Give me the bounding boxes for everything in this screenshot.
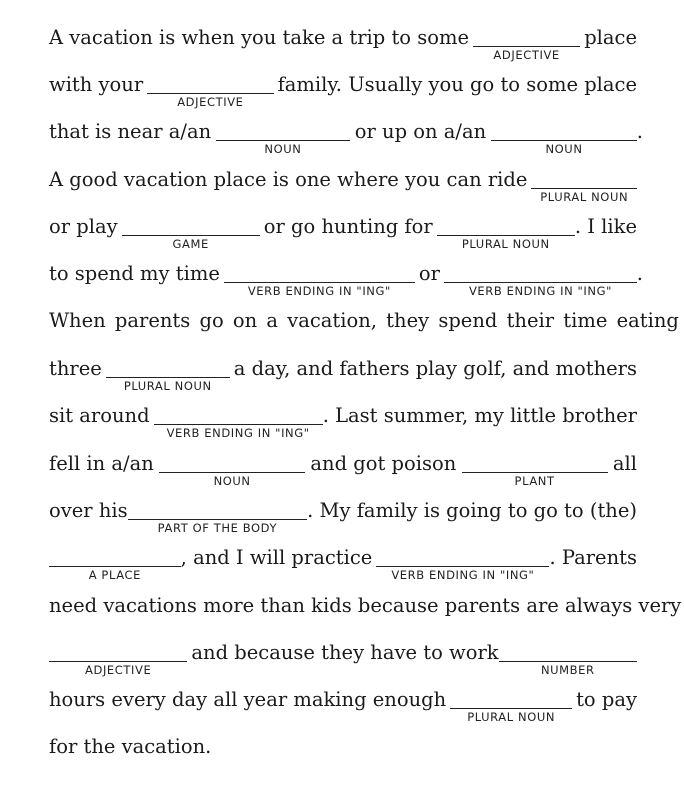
story-text: with your	[49, 73, 144, 96]
blank-plural-noun[interactable]	[531, 168, 637, 204]
story-text: . My family is going to go to (the)	[307, 499, 637, 522]
blank-plural-noun[interactable]	[450, 688, 572, 724]
story-text: over his	[49, 499, 128, 522]
story-line-10	[49, 452, 637, 488]
story-line-13	[49, 594, 682, 618]
story-line-14	[49, 641, 637, 677]
blank-noun[interactable]	[159, 452, 305, 488]
blank-adjective[interactable]	[147, 73, 273, 109]
blank-hint: PLURAL NOUN	[540, 190, 629, 204]
story-line-8	[49, 357, 637, 393]
story-line-4	[49, 168, 637, 204]
story-text: or play	[49, 215, 118, 238]
blank-hint: NOUN	[213, 474, 251, 488]
blank-hint: NOUN	[264, 142, 302, 156]
blank-verb-ing[interactable]	[376, 546, 549, 582]
blank-plural-noun[interactable]	[106, 357, 230, 393]
blank-number[interactable]	[499, 641, 637, 677]
story-line-5	[49, 215, 637, 251]
story-text: or up on a/an	[354, 120, 487, 143]
story-line-3	[49, 120, 643, 156]
story-text: hours every day all year making enough	[49, 688, 447, 711]
story-line-16	[49, 735, 637, 759]
blank-verb-ing[interactable]	[444, 262, 637, 298]
story-text: for the vacation.	[49, 735, 212, 758]
story-text: place	[584, 26, 637, 49]
story-text: or go hunting for	[263, 215, 433, 238]
story-text: to pay	[576, 688, 637, 711]
story-text: sit around	[49, 404, 150, 427]
blank-noun[interactable]	[216, 120, 350, 156]
story-text: need vacations more than kids because parents are always very	[49, 594, 682, 617]
blank-verb-ing[interactable]	[224, 262, 415, 298]
story-line-1	[49, 26, 637, 62]
story-text: and because they have to work	[191, 641, 499, 664]
blank-hint: PLURAL NOUN	[461, 237, 550, 251]
story-text: When parents go on a vacation, they spend their time eating	[49, 309, 679, 332]
blank-hint: PLURAL NOUN	[467, 710, 556, 724]
blank-hint: ADJECTIVE	[493, 48, 560, 62]
blank-hint: ADJECTIVE	[85, 663, 152, 677]
blank-hint: VERB ENDING IN "ING"	[247, 284, 391, 298]
blank-game[interactable]	[122, 215, 260, 251]
blank-hint: A PLACE	[88, 568, 141, 582]
story-text: A good vacation place is one where you can ride	[49, 168, 528, 191]
story-line-15	[49, 688, 637, 724]
story-text: .	[636, 120, 643, 143]
story-text: or	[418, 262, 440, 285]
blank-plural-noun[interactable]	[437, 215, 575, 251]
blank-hint: PLURAL NOUN	[123, 379, 212, 393]
story-text: three	[49, 357, 102, 380]
story-text: .	[636, 262, 643, 285]
story-text: fell in a/an	[49, 452, 154, 475]
story-line-12	[49, 546, 637, 582]
blank-noun[interactable]	[491, 120, 637, 156]
story-line-6	[49, 262, 643, 298]
blank-adjective[interactable]	[473, 26, 580, 62]
blank-hint: GAME	[172, 237, 209, 251]
story-text: a day, and fathers play golf, and mothers	[233, 357, 637, 380]
blank-hint: VERB ENDING IN "ING"	[468, 284, 613, 298]
story-text: . I like	[574, 215, 637, 238]
blank-adjective[interactable]	[49, 641, 187, 677]
story-text: , and I will practice	[180, 546, 373, 569]
story-line-7	[49, 309, 679, 333]
blank-hint: PLANT	[514, 474, 555, 488]
blank-hint: VERB ENDING IN "ING"	[391, 568, 535, 582]
blank-hint: ADJECTIVE	[177, 95, 244, 109]
story-text: all	[612, 452, 637, 475]
blank-hint: NOUN	[545, 142, 583, 156]
blank-plant[interactable]	[462, 452, 608, 488]
story-text: that is near a/an	[49, 120, 212, 143]
blank-hint: PART OF THE BODY	[157, 521, 278, 535]
blank-hint: NUMBER	[540, 663, 595, 677]
story-line-2	[49, 73, 637, 109]
story-text: to spend my time	[49, 262, 220, 285]
story-text: . Last summer, my little brother	[322, 404, 637, 427]
blank-place[interactable]	[49, 546, 181, 582]
story-line-9	[49, 404, 637, 440]
story-text: and got poison	[310, 452, 457, 475]
story-text: A vacation is when you take a trip to some	[49, 26, 470, 49]
blank-hint: VERB ENDING IN "ING"	[166, 426, 310, 440]
story-text: family. Usually you go to some place	[277, 73, 637, 96]
blank-body-part[interactable]	[128, 499, 308, 535]
blank-verb-ing[interactable]	[154, 404, 323, 440]
story-line-11	[49, 499, 637, 535]
story-text: . Parents	[549, 546, 637, 569]
